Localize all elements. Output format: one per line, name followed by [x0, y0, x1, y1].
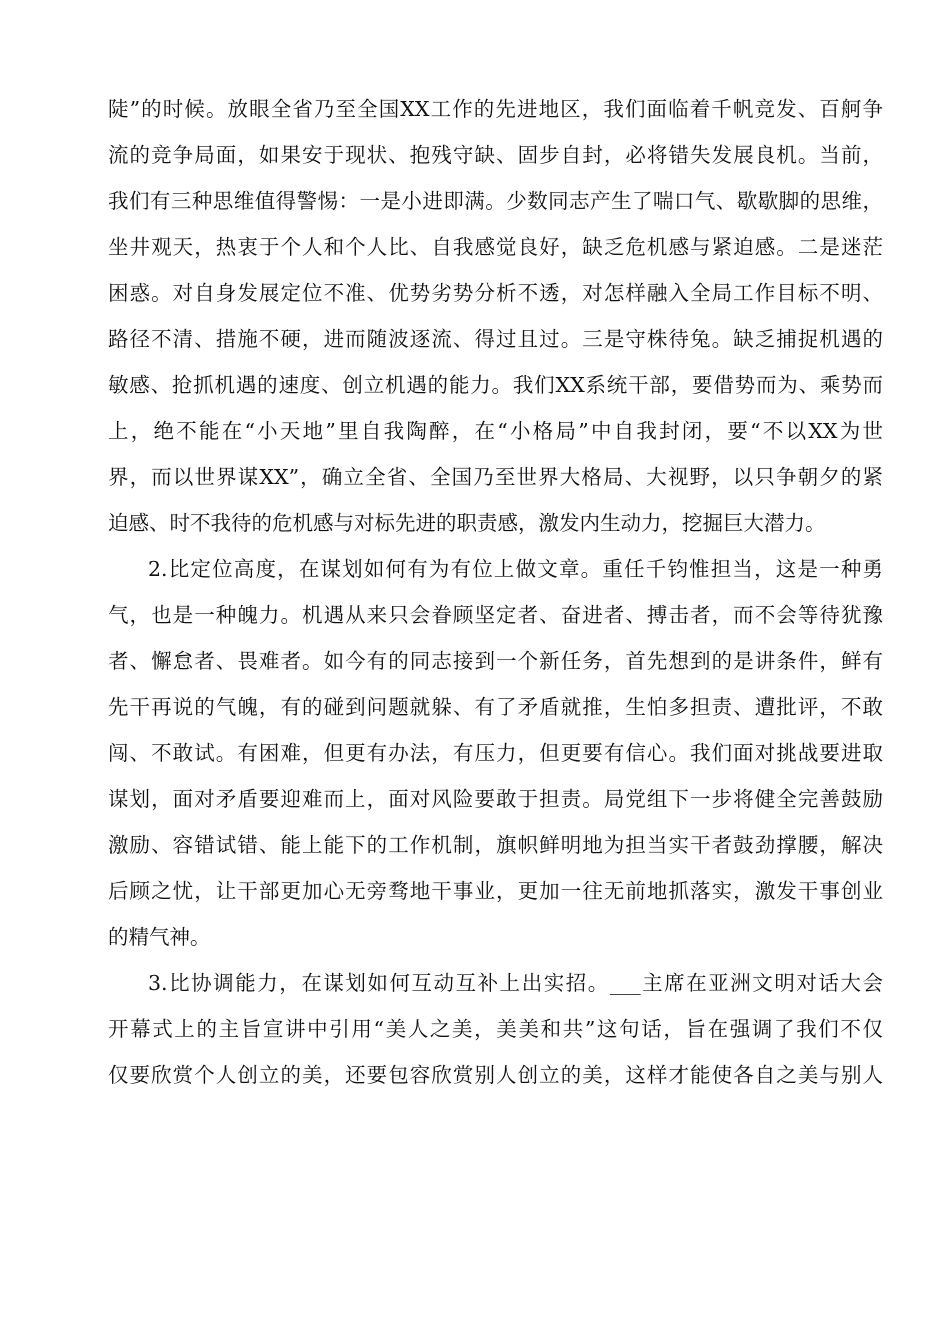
text-line: 的精气神。 [108, 925, 211, 949]
text-line: 界，而以世界谋XX”，确立全省、全国乃至世界大格局、大视野，以只争朝夕的紧 [108, 465, 883, 489]
text-line: 陡”的时候。放眼全省乃至全国XX工作的先进地区，我们面临着千帆竞发、百舸争 [108, 97, 883, 121]
text-line: 激励、容错试错、能上能下的工作机制，旗帜鲜明地为担当实干者鼓劲撑腰，解决 [108, 833, 883, 857]
text-line: 流的竞争局面，如果安于现状、抱残守缺、固步自封，必将错失发展良机。当前， [108, 143, 883, 167]
text-line: 气，也是一种魄力。机遇从来只会眷顾坚定者、奋进者、搏击者，而不会等待犹豫 [108, 603, 883, 627]
text-line: 谋划，面对矛盾要迎难而上，面对风险要敢于担责。局党组下一步将健全完善鼓励 [108, 787, 883, 811]
text-line: 者、懈怠者、畏难者。如今有的同志接到一个新任务，首先想到的是讲条件，鲜有 [108, 649, 883, 673]
text-line: 闯、不敢试。有困难，但更有办法，有压力，但更要有信心。我们面对挑战要进取 [108, 741, 883, 765]
text-line: 后顾之忧，让干部更加心无旁骛地干事业，更加一往无前地抓落实，激发干事创业 [108, 879, 883, 903]
text-line: 仅要欣赏个人创立的美，还要包容欣赏别人创立的美，这样才能使各自之美与别人 [108, 1063, 883, 1087]
text-line: 迫感、时不我待的危机感与对标先进的职责感，激发内生动力，挖掘巨大潜力。 [108, 511, 826, 535]
paragraph-2-start: 2.比定位高度，在谋划如何有为有位上做文章。重任千钧惟担当，这是一种勇 [148, 557, 883, 581]
text-line: 敏感、抢抓机遇的速度、创立机遇的能力。我们XX系统干部，要借势而为、乘势而 [108, 373, 883, 397]
text-line: 我们有三种思维值得警惕：一是小进即满。少数同志产生了喘口气、歇歇脚的思维， [108, 189, 883, 213]
text-line: 坐井观天，热衷于个人和个人比、自我感觉良好，缺乏危机感与紧迫感。二是迷茫 [108, 235, 883, 259]
text-line: 开幕式上的主旨宣讲中引用“美人之美，美美和共”这句话，旨在强调了我们不仅 [108, 1017, 883, 1041]
text-line: 先干再说的气魄，有的碰到问题就躲、有了矛盾就推，生怕多担责、遭批评，不敢 [108, 695, 883, 719]
paragraph-3-start: 3.比协调能力，在谋划如何互动互补上出实招。___主席在亚洲文明对话大会 [148, 971, 883, 995]
text-line: 困惑。对自身发展定位不准、优势劣势分析不透，对怎样融入全局工作目标不明、 [108, 281, 883, 305]
text-line: 上，绝不能在“小天地”里自我陶醉，在“小格局”中自我封闭，要“不以XX为世 [108, 419, 883, 443]
text-line: 路径不清、措施不硬，进而随波逐流、得过且过。三是守株待兔。缺乏捕捉机遇的 [108, 327, 883, 351]
